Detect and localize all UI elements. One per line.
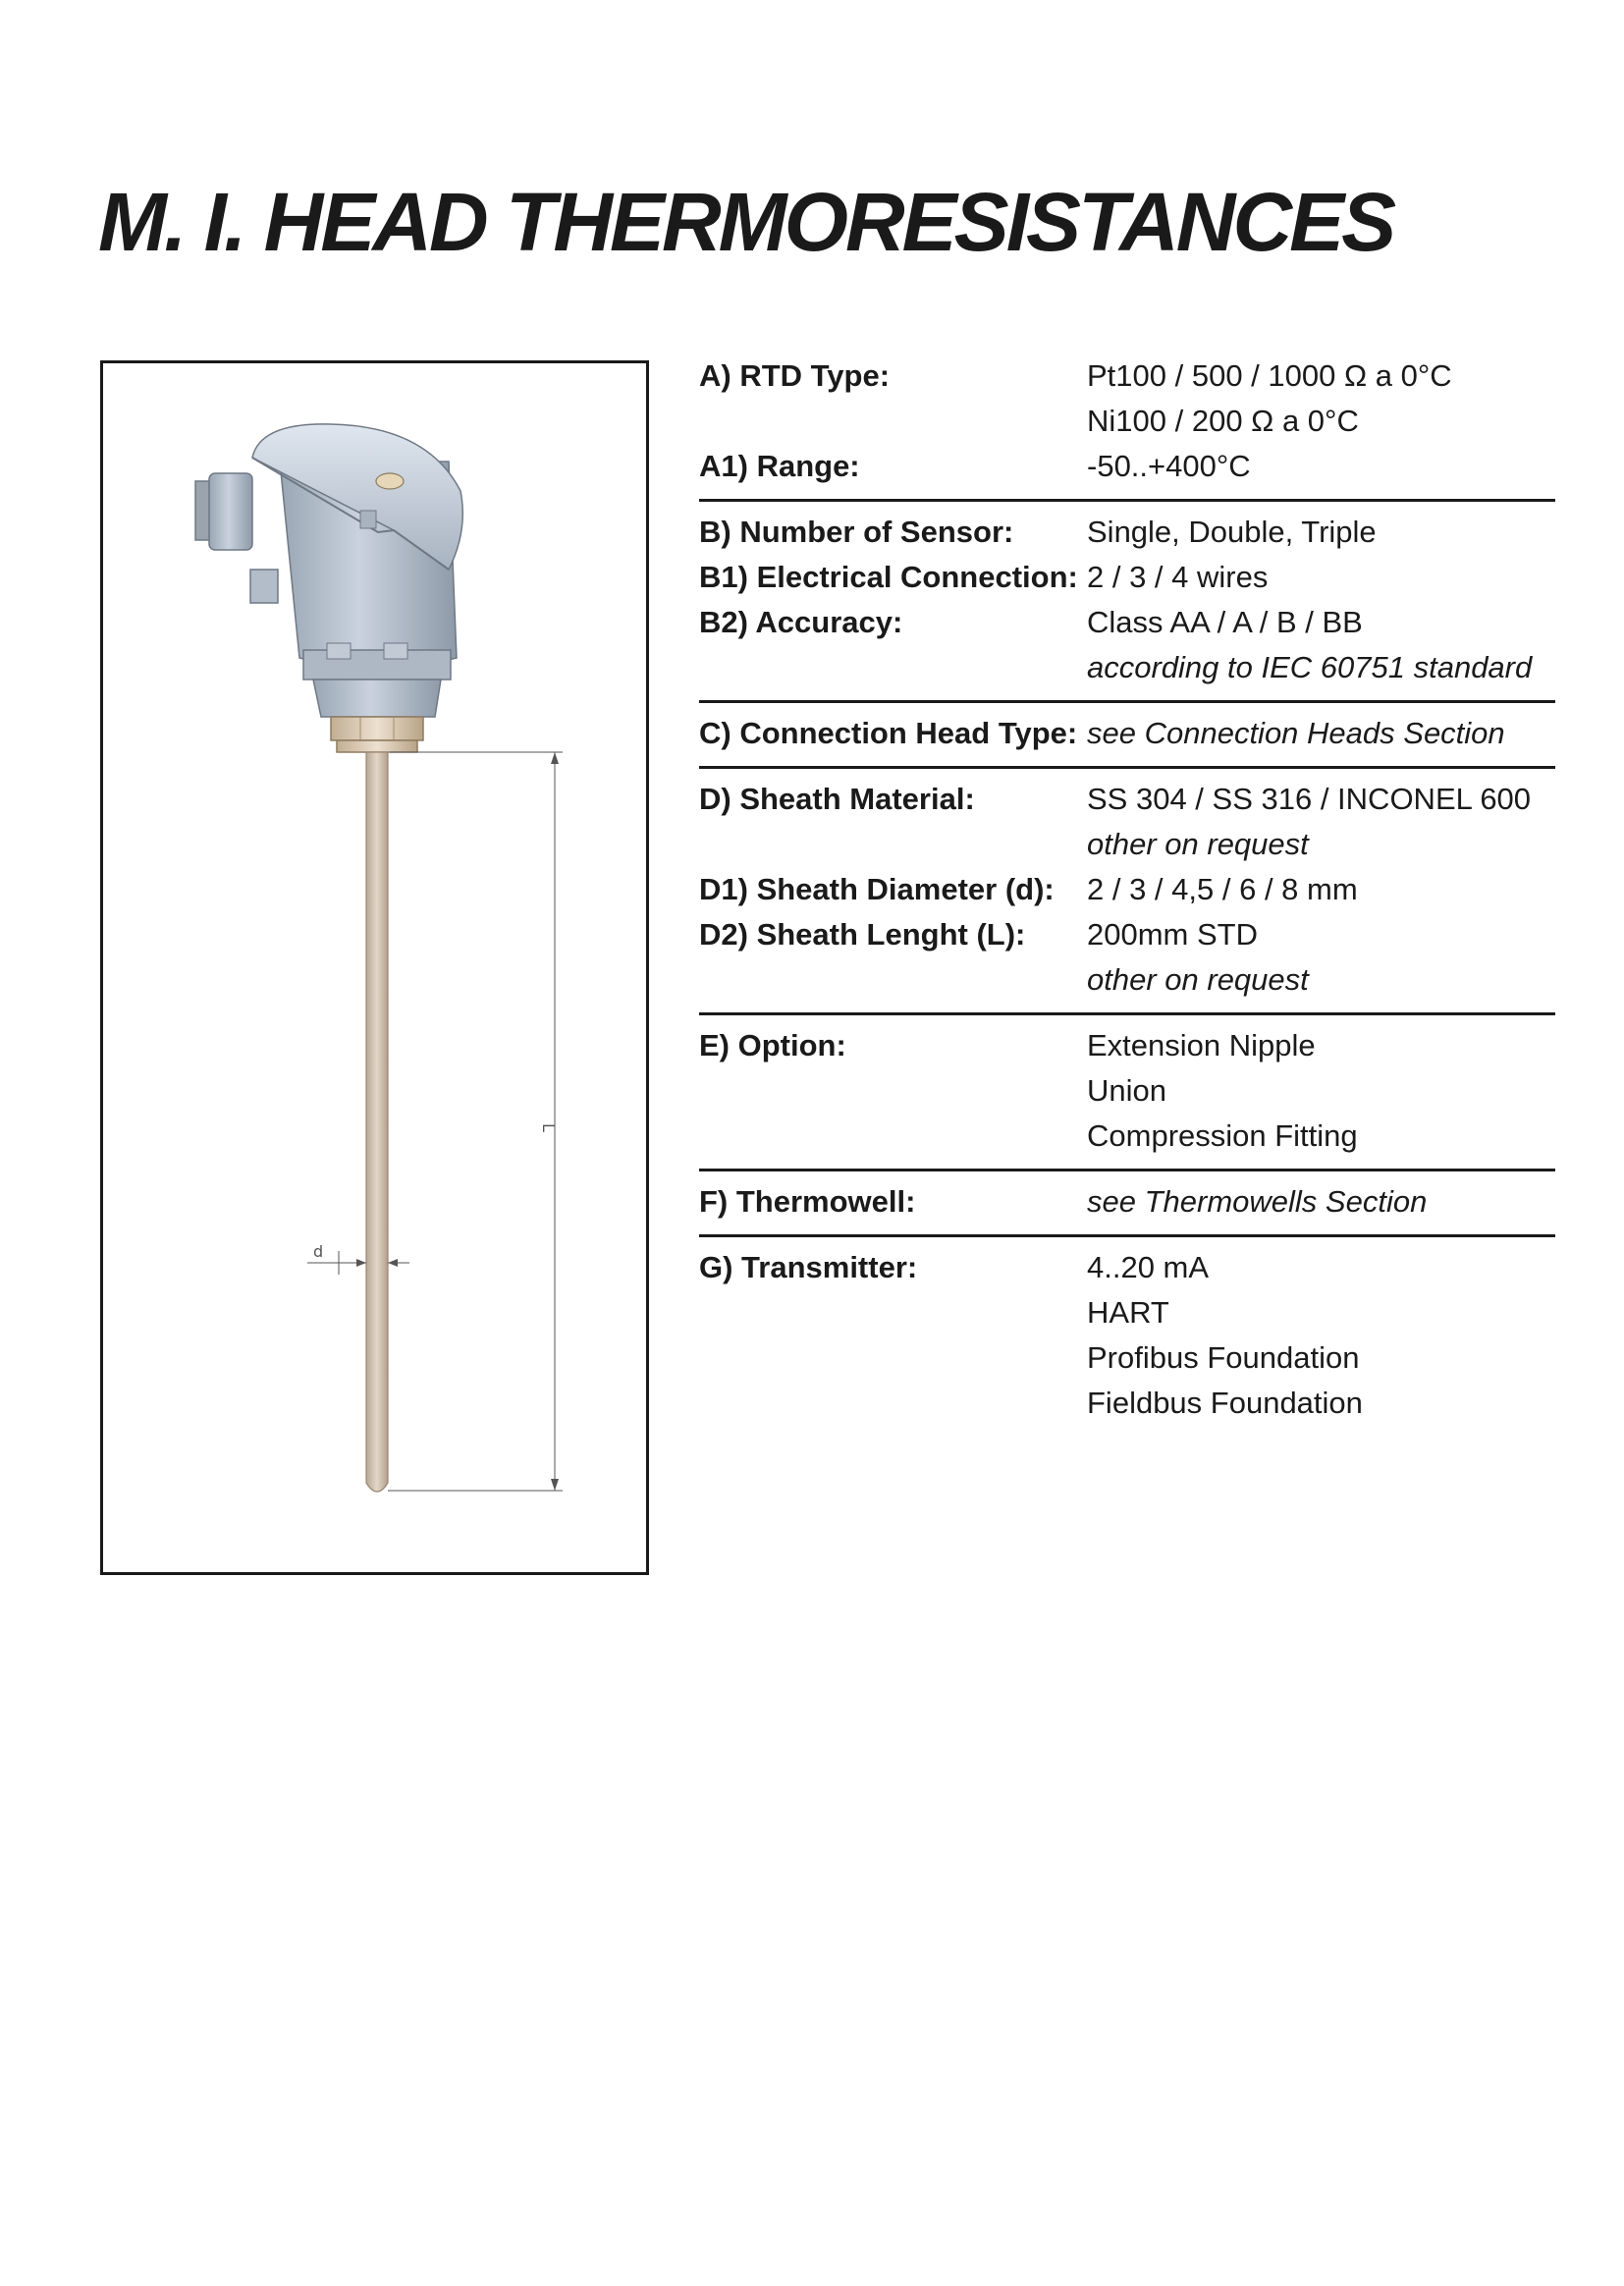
spec-value: Compression Fitting: [1087, 1118, 1358, 1153]
spec-value: Extension Nipple: [1087, 1028, 1316, 1062]
spec-value: Pt100 / 500 / 1000 Ω a 0°C: [1087, 358, 1452, 393]
spec-label: B) Number of Sensor:: [699, 515, 1014, 549]
spec-values: [1087, 1179, 1555, 1225]
spec-value: other on request: [1087, 962, 1309, 997]
spec-value: see Thermowells Section: [1087, 1184, 1428, 1219]
spec-section: [699, 1237, 1555, 1436]
spec-label: B1) Electrical Connection:: [699, 560, 1078, 594]
spec-section: [699, 502, 1555, 703]
spec-value: SS 304 / SS 316 / INCONEL 600: [1087, 782, 1532, 816]
specification-list: [699, 346, 1555, 1436]
spec-value: Fieldbus Foundation: [1087, 1386, 1363, 1420]
spec-row: [699, 1179, 1555, 1225]
spec-row: [699, 1245, 1555, 1426]
spec-section: [699, 703, 1555, 769]
spec-row: [699, 711, 1555, 756]
spec-section: [699, 346, 1555, 502]
mounting-bracket: [250, 570, 278, 603]
hex-nut: [331, 717, 423, 740]
spec-value: 2 / 3 / 4,5 / 6 / 8 mm: [1087, 872, 1358, 906]
spec-values: [1087, 711, 1555, 756]
spec-row: [699, 1023, 1555, 1159]
spec-label: A) RTD Type:: [699, 358, 891, 393]
spec-label: D1) Sheath Diameter (d):: [699, 872, 1055, 906]
cover-hinge: [360, 511, 376, 528]
spec-values: [1087, 1023, 1555, 1159]
spec-value: HART: [1087, 1295, 1169, 1330]
spec-section: [699, 769, 1555, 1015]
spec-value: Single, Double, Triple: [1087, 515, 1377, 549]
spec-values: [1087, 555, 1555, 600]
spec-values: [1087, 777, 1555, 867]
dimension-length-label: L: [539, 1123, 558, 1132]
spec-label: C) Connection Head Type:: [699, 716, 1078, 750]
spec-value: Profibus Foundation: [1087, 1340, 1360, 1375]
thermoresistance-drawing: [103, 363, 646, 1572]
spec-value: according to IEC 60751 standard: [1087, 650, 1533, 684]
spec-values: [1087, 1245, 1555, 1426]
spec-value: Class AA / A / B / BB: [1087, 605, 1363, 639]
spec-values: [1087, 867, 1555, 912]
spec-values: [1087, 600, 1555, 690]
spec-values: [1087, 444, 1555, 489]
spec-row: [699, 354, 1555, 444]
spec-row: [699, 600, 1555, 690]
dimension-length: [388, 752, 563, 1491]
spec-row: [699, 912, 1555, 1003]
page-title: M. I. HEAD THERMORESISTANCES: [98, 176, 1394, 268]
spec-value: 2 / 3 / 4 wires: [1087, 560, 1269, 594]
spec-values: [1087, 912, 1555, 1003]
spec-values: [1087, 354, 1555, 444]
cable-gland: [195, 473, 252, 550]
spec-value: Union: [1087, 1073, 1166, 1108]
spec-value: Ni100 / 200 Ω a 0°C: [1087, 404, 1359, 438]
cover-screw: [376, 473, 404, 489]
spec-section: [699, 1015, 1555, 1171]
spec-row: [699, 867, 1555, 912]
spec-value: 4..20 mA: [1087, 1250, 1210, 1284]
spec-values: [1087, 510, 1555, 555]
spec-label: G) Transmitter:: [699, 1250, 918, 1284]
spec-value: -50..+400°C: [1087, 449, 1251, 483]
sheath-rod: [366, 752, 388, 1492]
spec-label: A1) Range:: [699, 449, 860, 483]
spec-label: E) Option:: [699, 1028, 846, 1062]
spec-row: [699, 555, 1555, 600]
spec-row: [699, 444, 1555, 489]
spec-value: other on request: [1087, 827, 1309, 861]
dimension-diameter-label: d: [313, 1242, 324, 1261]
spec-label: F) Thermowell:: [699, 1184, 916, 1219]
spec-row: [699, 777, 1555, 867]
spec-value: 200mm STD: [1087, 917, 1258, 952]
spec-label: B2) Accuracy:: [699, 605, 903, 639]
product-figure: [100, 360, 649, 1575]
spec-section: [699, 1171, 1555, 1237]
spec-label: D) Sheath Material:: [699, 782, 975, 816]
spec-value: see Connection Heads Section: [1087, 716, 1505, 750]
spec-row: [699, 510, 1555, 555]
spec-label: D2) Sheath Lenght (L):: [699, 917, 1026, 952]
